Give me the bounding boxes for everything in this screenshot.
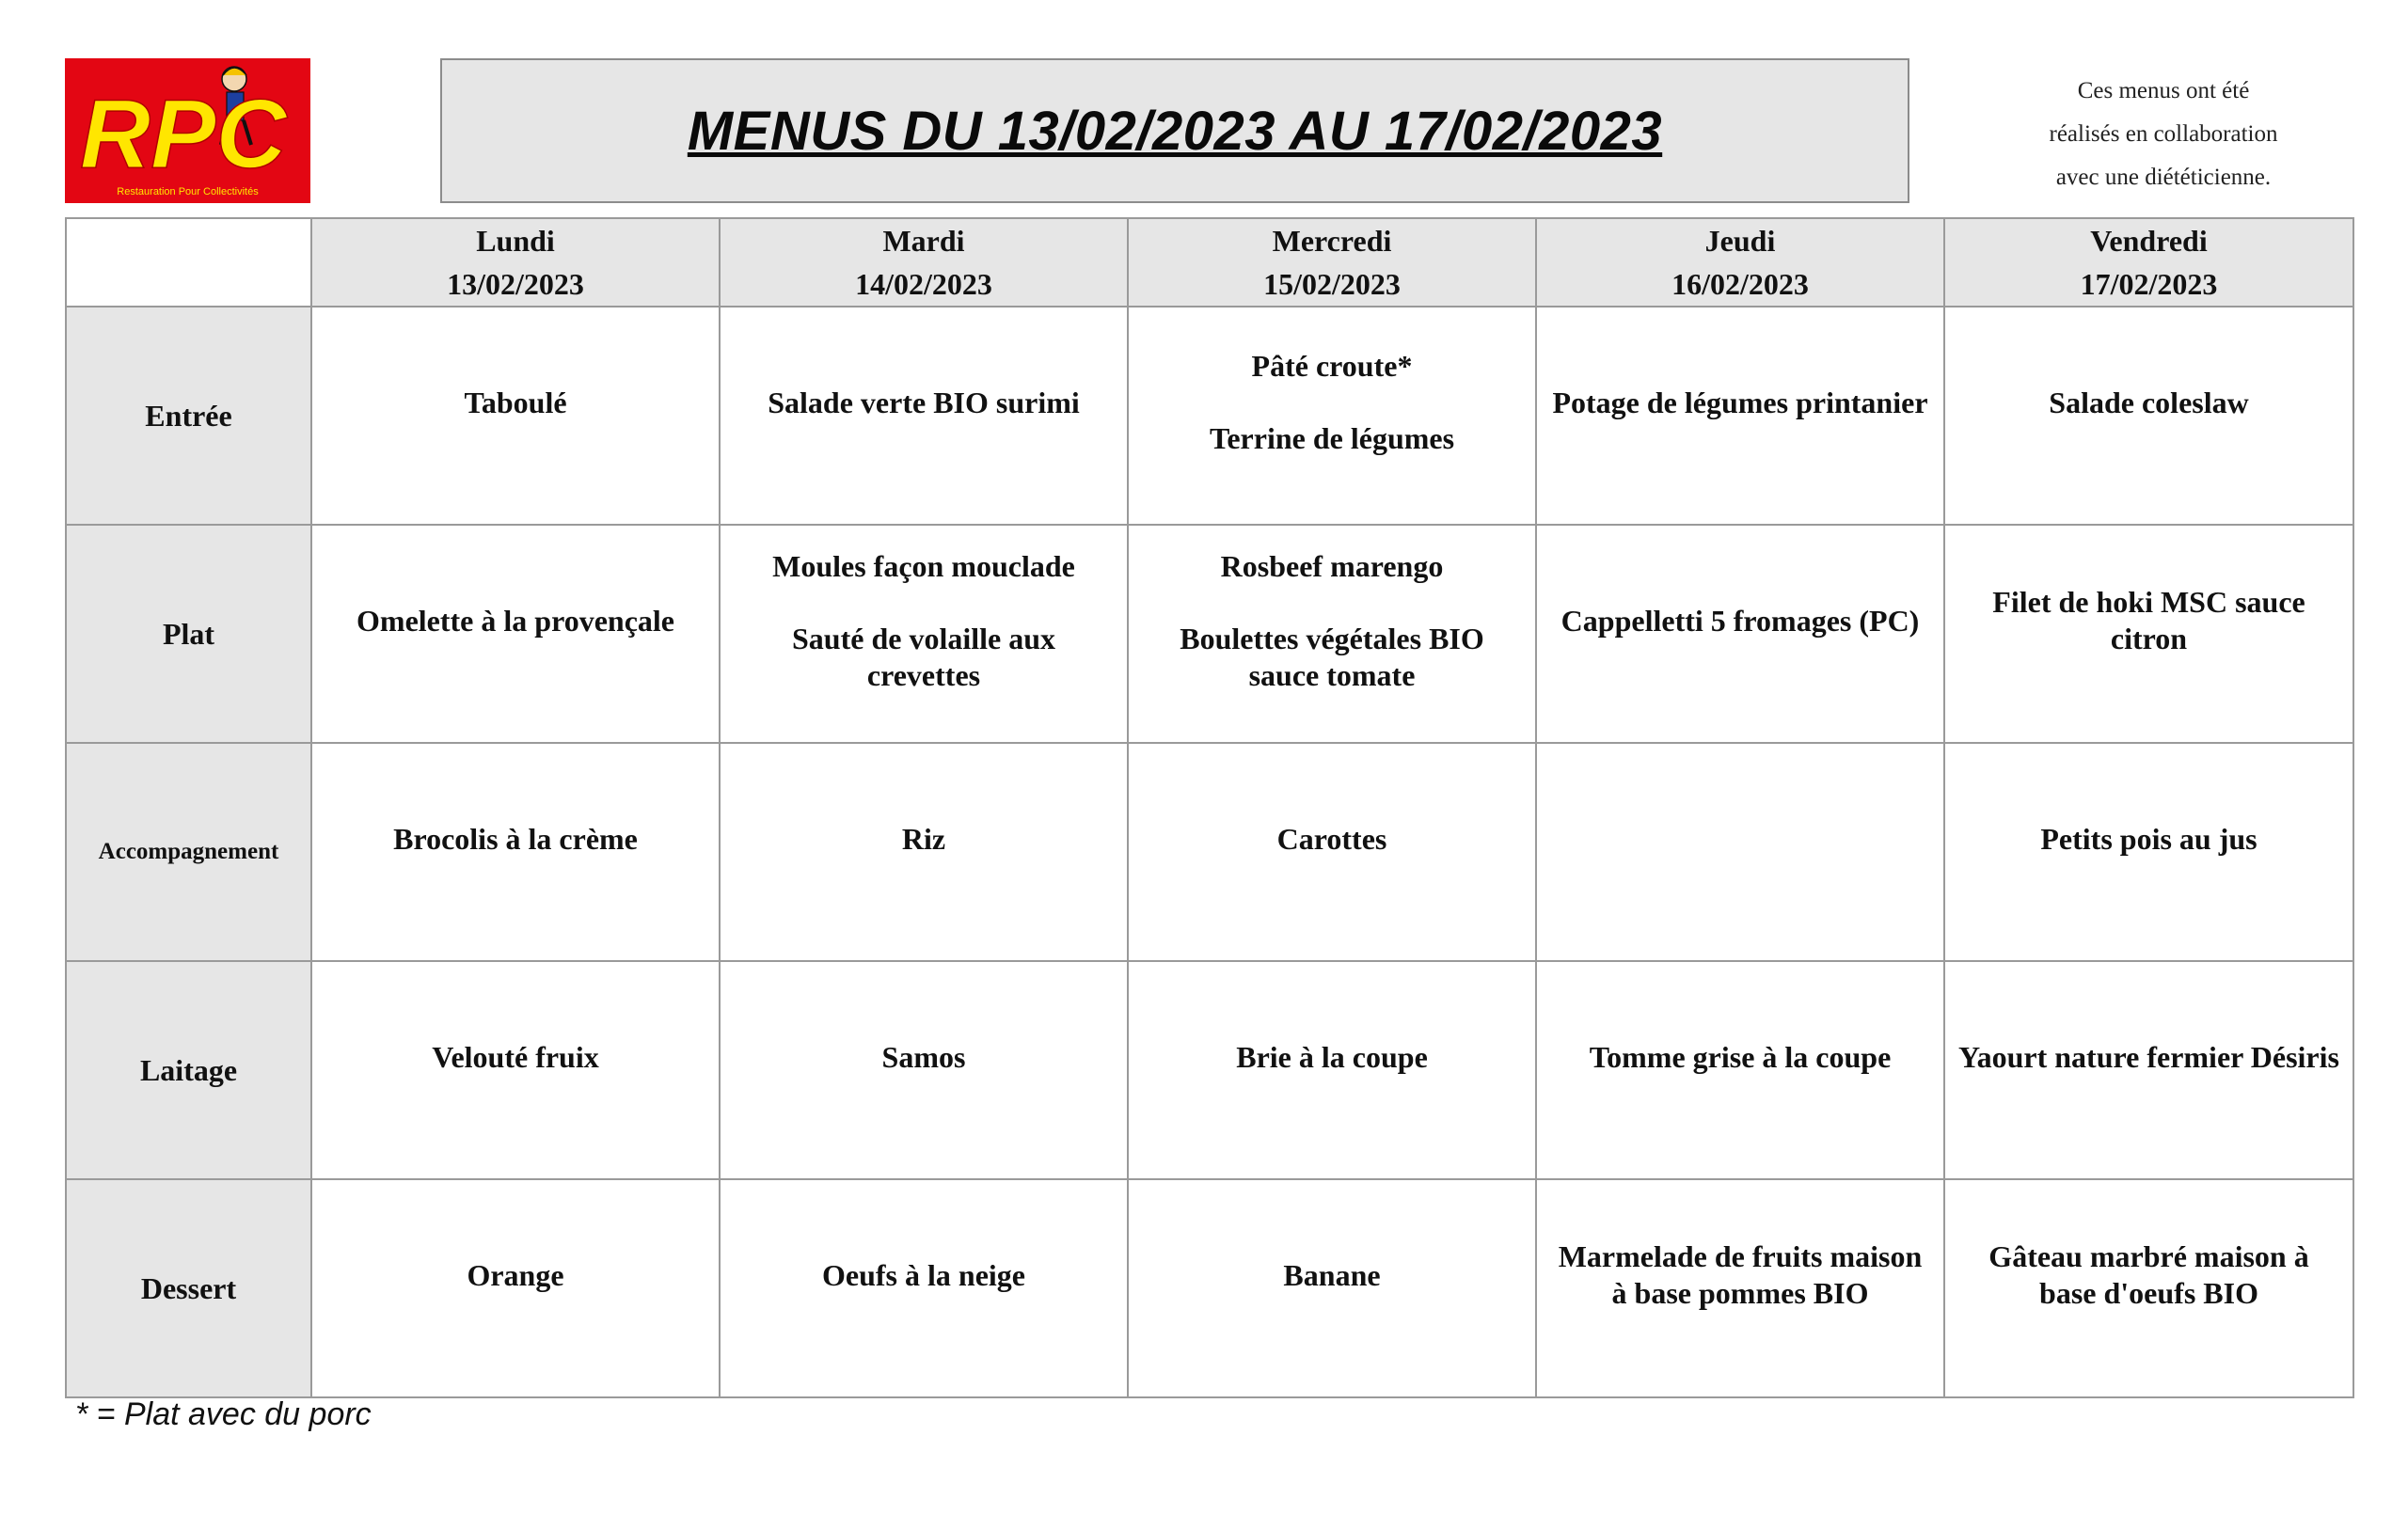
day-header-mercredi	[1128, 218, 1536, 307]
menu-cell	[1536, 1179, 1944, 1397]
menu-cell	[720, 1179, 1128, 1397]
dish-text: Banane	[1283, 1257, 1381, 1292]
menu-cell	[1128, 961, 1536, 1179]
day-name: Lundi	[476, 224, 555, 258]
dish-text: Oeufs à la neige	[822, 1257, 1025, 1292]
category-label: Entrée	[66, 307, 311, 525]
menu-cell	[1128, 1179, 1536, 1397]
dish-text: Potage de légumes printanier	[1552, 385, 1928, 419]
day-date: 17/02/2023	[2080, 267, 2218, 301]
menu-cell	[311, 307, 720, 525]
day-header-mardi	[720, 218, 1128, 307]
menu-cell	[1536, 525, 1944, 743]
menu-cell	[1536, 307, 1944, 525]
menu-cell	[1944, 307, 2353, 525]
rpc-logo-icon	[65, 58, 310, 203]
title-box	[440, 58, 1909, 203]
dish-text: Pâté croute*	[1251, 349, 1413, 383]
dish-text: Velouté fruix	[432, 1039, 599, 1074]
menu-cell-empty	[1536, 743, 1944, 961]
menu-cell	[1128, 525, 1536, 743]
menu-cell	[1944, 525, 2353, 743]
menu-cell	[1536, 961, 1944, 1179]
day-name: Mardi	[882, 224, 965, 258]
menu-cell	[311, 961, 720, 1179]
menu-cell	[720, 743, 1128, 961]
dish-text: Rosbeef marengo	[1220, 548, 1444, 583]
dish-text: Filet de hoki MSC sauce citron	[1992, 585, 2305, 655]
dish-text: Marmelade de fruits maison à base pommes BIO	[1558, 1239, 1923, 1310]
dish-text: Cappelletti 5 fromages (PC)	[1560, 603, 1920, 638]
day-header-lundi	[311, 218, 720, 307]
note-line: Ces menus ont été	[2077, 78, 2250, 103]
menu-cell	[720, 307, 1128, 525]
category-label: Plat	[66, 525, 311, 743]
dish-text: Brocolis à la crème	[393, 821, 638, 856]
menu-cell	[1944, 743, 2353, 961]
dish-text: Carottes	[1276, 821, 1387, 856]
dish-text: Taboulé	[464, 385, 567, 419]
menu-cell	[311, 525, 720, 743]
day-date: 14/02/2023	[855, 267, 992, 301]
day-date: 16/02/2023	[1671, 267, 1809, 301]
dish-text: Yaourt nature fermier Désiris	[1958, 1039, 2339, 1074]
dish-text: Riz	[901, 821, 946, 856]
menu-cell	[1944, 961, 2353, 1179]
dish-text: Terrine de légumes	[1209, 421, 1455, 455]
rpc-logo	[65, 58, 310, 203]
header-corner	[66, 218, 311, 307]
pork-footnote: * = Plat avec du porc	[75, 1396, 372, 1432]
category-label: Dessert	[66, 1179, 311, 1397]
day-header-jeudi	[1536, 218, 1944, 307]
dish-text: Omelette à la provençale	[356, 603, 674, 638]
day-date: 13/02/2023	[447, 267, 584, 301]
dish-text: Brie à la coupe	[1236, 1039, 1428, 1074]
menu-row-laitage	[66, 961, 2353, 1179]
menu-cell	[311, 1179, 720, 1397]
dietitian-note	[1956, 70, 2370, 199]
menu-row-entree	[66, 307, 2353, 525]
dish-text: Petits pois au jus	[2040, 821, 2258, 856]
dish-text: Gâteau marbré maison à base d'oeufs BIO	[1988, 1239, 2309, 1310]
category-label: Laitage	[66, 961, 311, 1179]
menu-table	[65, 217, 2354, 1398]
day-name: Vendredi	[2090, 224, 2208, 258]
logo-letters: RPC	[80, 80, 287, 189]
day-header-row	[66, 218, 2353, 307]
menu-row-dessert	[66, 1179, 2353, 1397]
dish-text: Moules façon mouclade	[772, 548, 1075, 583]
dish-text: Boulettes végétales BIO sauce tomate	[1180, 621, 1484, 692]
page-title: MENUS DU 13/02/2023 AU 17/02/2023	[687, 100, 1663, 162]
note-line: réalisés en collaboration	[2049, 121, 2278, 147]
dish-text: Tomme grise à la coupe	[1589, 1039, 1892, 1074]
dish-text: Samos	[881, 1039, 966, 1074]
menu-cell	[311, 743, 720, 961]
note-line: avec une diététicienne.	[2055, 165, 2272, 190]
day-header-vendredi	[1944, 218, 2353, 307]
day-name: Jeudi	[1704, 224, 1776, 258]
category-label: Accompagnement	[66, 743, 311, 961]
menu-cell	[720, 961, 1128, 1179]
menu-row-accompagnement	[66, 743, 2353, 961]
menu-cell	[1944, 1179, 2353, 1397]
day-date: 15/02/2023	[1263, 267, 1401, 301]
menu-cell	[1128, 307, 1536, 525]
dish-text: Sauté de volaille aux crevettes	[791, 621, 1055, 692]
menu-row-plat	[66, 525, 2353, 743]
logo-subtitle: Restauration Pour Collectivités	[117, 186, 259, 197]
day-name: Mercredi	[1272, 224, 1392, 258]
dish-text: Orange	[467, 1257, 564, 1292]
menu-cell	[1128, 743, 1536, 961]
dish-text: Salade verte BIO surimi	[768, 385, 1080, 419]
menu-cell	[720, 525, 1128, 743]
dish-text: Salade coleslaw	[2049, 385, 2249, 419]
